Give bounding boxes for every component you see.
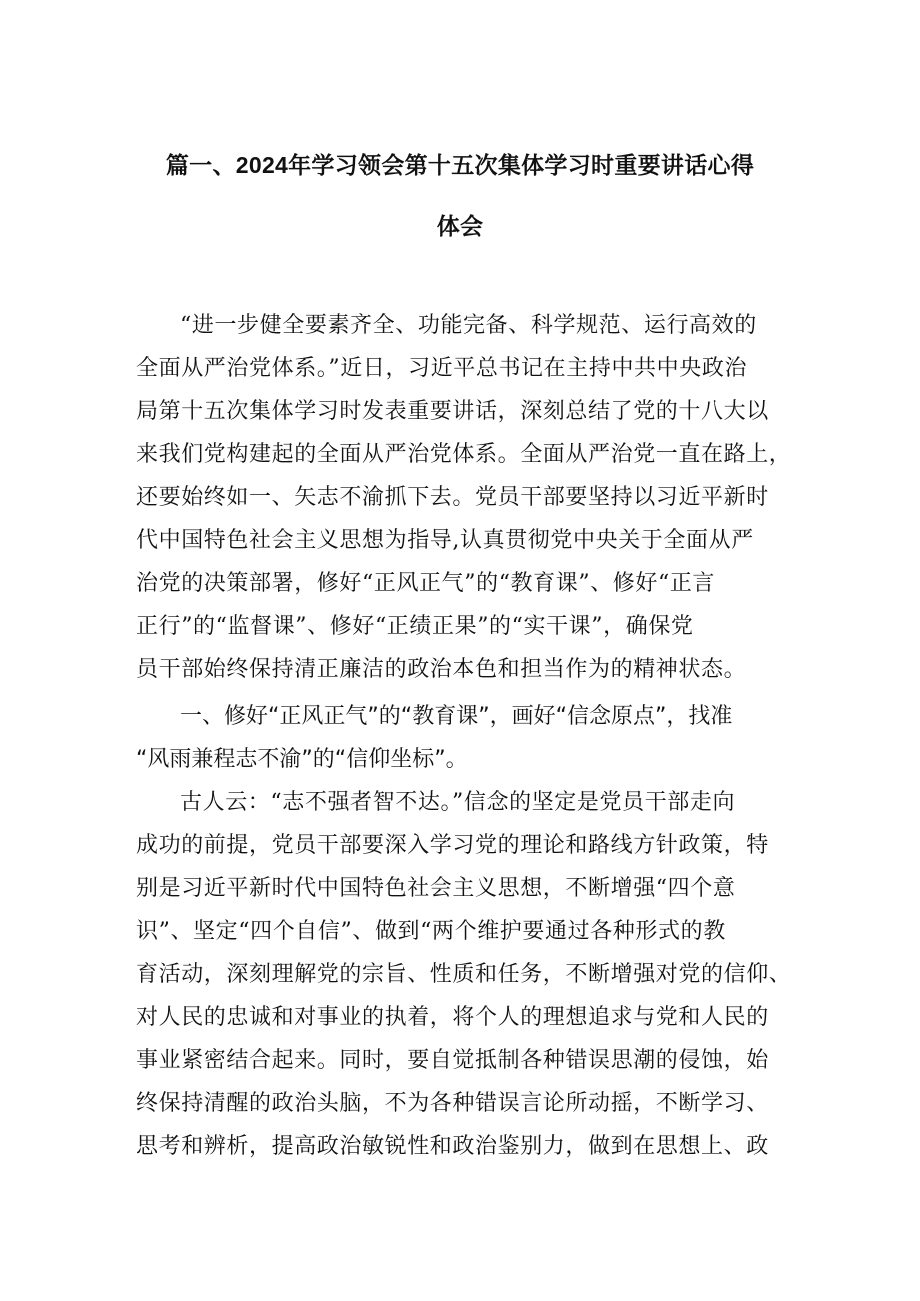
section-paragraph-line: 事业紧密结合起来。同时，要自觉抵制各种错误思潮的侵蚀，始 — [136, 1048, 769, 1073]
intro-paragraph-line: 正行”的“监督课”、修好“正绩正果”的“实干课”，确保党 — [136, 614, 694, 639]
document-title-line-1: 篇一、2024年学习领会第十五次集体学习时重要讲话心得 — [165, 152, 755, 178]
section-paragraph-line: 育活动，深刻理解党的宗旨、性质和任务，不断增强对党的信仰、 — [136, 962, 792, 987]
section-paragraph-line: 思考和辨析，提高政治敏锐性和政治鉴别力，做到在思想上、政 — [136, 1134, 769, 1159]
intro-paragraph-line: 来我们党构建起的全面从严治党体系。全面从严治党一直在路上， — [136, 442, 792, 467]
section-paragraph-line: 识”、坚定“四个自信”、做到“两个维护要通过各种形式的教 — [136, 919, 726, 944]
section-heading-line: “风雨兼程志不渝”的“信仰坐标”。 — [136, 747, 468, 772]
document-title-line-2: 体会 — [436, 213, 484, 239]
section-paragraph-line: 终保持清醒的政治头脑，不为各种错误言论所动摇，不断学习、 — [136, 1091, 769, 1116]
section-paragraph-line: 对人民的忠诚和对事业的执着，将个人的理想追求与党和人民的 — [136, 1005, 769, 1030]
section-paragraph-line: 古人云：“志不强者智不达。”信念的坚定是党员干部走向 — [180, 790, 736, 815]
intro-paragraph-line: 代中国特色社会主义思想为指导,认真贯彻党中央关于全面从严 — [136, 528, 754, 553]
intro-paragraph-line: 局第十五次集体学习时发表重要讲话，深刻总结了党的十八大以 — [136, 399, 769, 424]
section-paragraph-line: 别是习近平新时代中国特色社会主义思想，不断增强“四个意 — [136, 876, 736, 901]
intro-paragraph-line: 全面从严治党体系。”近日，习近平总书记在主持中共中央政治 — [136, 356, 748, 381]
section-heading-line: 一、修好“正风正气”的“教育课”，画好“信念原点”，找准 — [180, 704, 733, 729]
intro-paragraph-line: “进一步健全要素齐全、功能完备、科学规范、运行高效的 — [180, 313, 757, 338]
intro-paragraph-line: 治党的决策部署，修好“正风正气”的“教育课”、修好“正言 — [136, 571, 716, 596]
intro-paragraph-line: 员干部始终保持清正廉洁的政治本色和担当作为的精神状态。 — [136, 657, 747, 682]
intro-paragraph-line: 还要始终如一、矢志不渝抓下去。党员干部要坚持以习近平新时 — [136, 485, 769, 510]
section-paragraph-line: 成功的前提，党员干部要深入学习党的理论和路线方针政策，特 — [136, 833, 769, 858]
